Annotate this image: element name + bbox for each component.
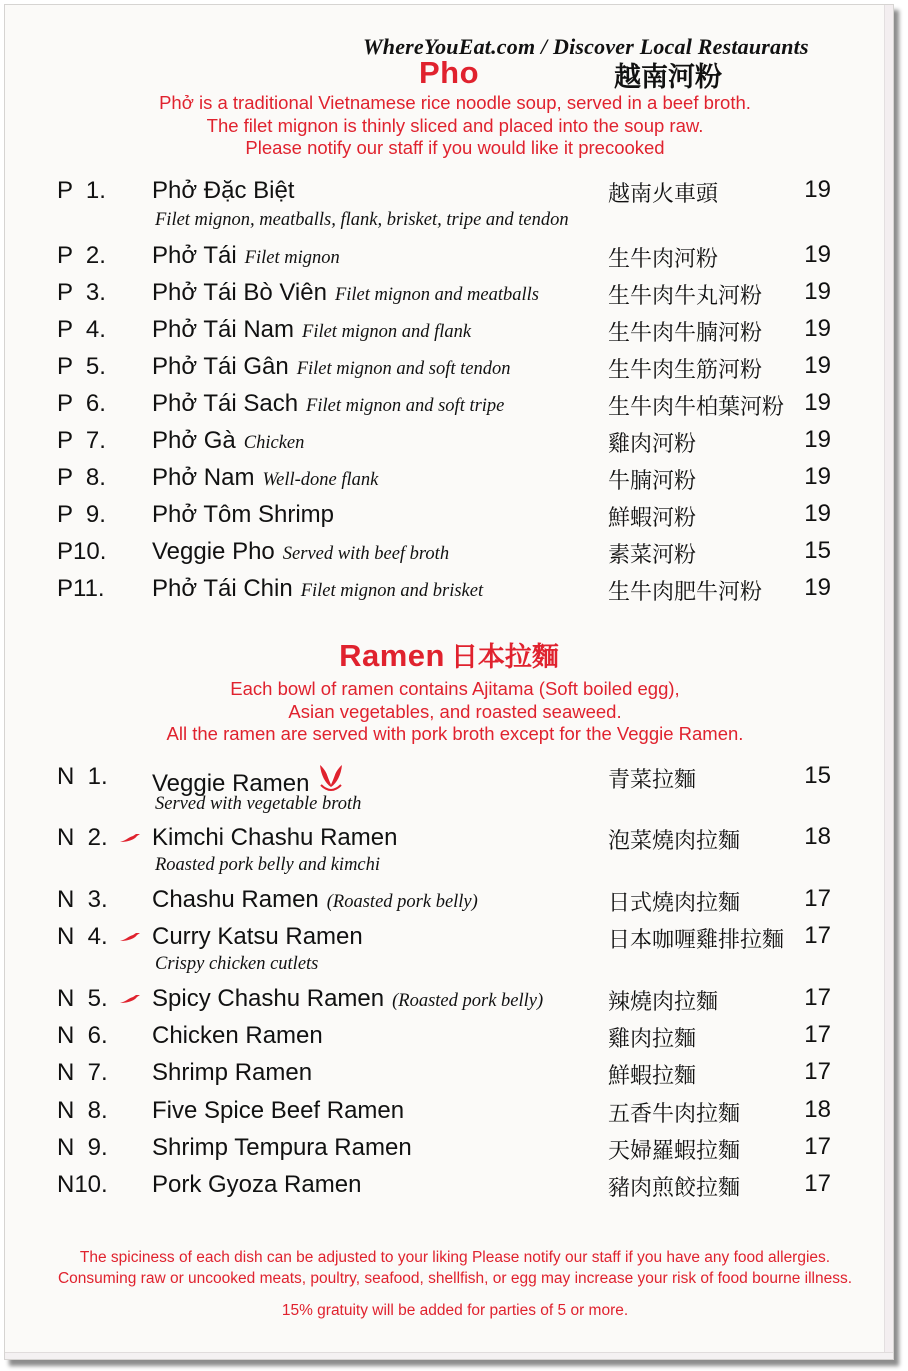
item-name-text: Pork Gyoza Ramen (152, 1171, 362, 1198)
item-price: 19 (804, 315, 831, 342)
item-price: 19 (804, 278, 831, 305)
item-price: 17 (804, 1021, 831, 1048)
item-chinese-name: 生牛肉牛腩河粉 (608, 320, 763, 345)
item-description: (Roasted pork belly) (392, 991, 544, 1011)
menu-item (5, 538, 893, 570)
menu-item (5, 1059, 893, 1091)
pho-notes (5, 92, 905, 160)
item-name-text: Five Spice Beef Ramen (152, 1097, 405, 1124)
item-code: N10. (57, 1171, 108, 1198)
item-name (152, 886, 478, 914)
item-price: 17 (804, 1133, 831, 1160)
item-price: 15 (804, 537, 831, 564)
item-description: Roasted pork belly and kimchi (155, 855, 381, 875)
item-name-text: Chashu Ramen (152, 886, 319, 913)
item-description: Served with beef broth (282, 544, 450, 564)
item-price: 18 (804, 823, 831, 850)
item-chinese-name: 鮮蝦拉麵 (608, 1063, 697, 1088)
pho-title-en: Pho (418, 55, 480, 90)
item-chinese-name: 日本咖喱雞排拉麵 (608, 927, 785, 952)
item-name-text: Shrimp Tempura Ramen (152, 1134, 412, 1161)
item-chinese-name: 越南火車頭 (608, 181, 719, 206)
item-code: N 4. (57, 923, 108, 950)
item-chinese-name: 五香牛肉拉麵 (608, 1101, 741, 1126)
item-chinese-name: 牛腩河粉 (608, 468, 697, 493)
item-code: P 5. (57, 353, 106, 380)
item-price: 19 (804, 241, 831, 268)
item-price: 17 (804, 984, 831, 1011)
menu-item (5, 501, 893, 533)
item-description: Crispy chicken cutlets (155, 954, 319, 974)
item-name (152, 1171, 361, 1199)
menu-page (4, 4, 894, 1360)
footer-disclaimer (5, 1247, 905, 1289)
item-name (152, 1059, 312, 1087)
item-name-text: Spicy Chashu Ramen (152, 985, 385, 1012)
item-price: 19 (804, 463, 831, 490)
vegetarian-icon (317, 763, 345, 795)
item-price: 17 (804, 885, 831, 912)
menu-item (5, 390, 893, 422)
item-name (152, 985, 543, 1013)
item-description: Served with vegetable broth (155, 794, 362, 814)
item-code: P11. (57, 575, 105, 602)
item-description: Filet mignon (244, 248, 340, 268)
item-name (152, 538, 449, 566)
item-price: 19 (804, 500, 831, 527)
item-price: 19 (804, 574, 831, 601)
item-name (152, 763, 345, 798)
item-description: Well-done flank (262, 470, 379, 490)
menu-item (5, 1097, 893, 1129)
item-name-text: Phở Tái Sach (152, 390, 299, 417)
item-chinese-name: 豬肉煎餃拉麵 (608, 1175, 741, 1200)
item-price: 19 (804, 352, 831, 379)
item-name-text: Curry Katsu Ramen (152, 923, 363, 950)
item-name (152, 279, 539, 307)
item-chinese-name: 雞肉拉麵 (608, 1026, 697, 1051)
item-chinese-name: 天婦羅蝦拉麵 (608, 1138, 741, 1163)
menu-item (5, 922, 893, 974)
menu-item (5, 176, 893, 230)
item-name (152, 177, 294, 205)
item-price: 19 (804, 176, 831, 203)
ramen-notes (5, 678, 905, 746)
item-chinese-name: 生牛肉生筋河粉 (608, 357, 763, 382)
item-name (152, 464, 378, 492)
item-code: N 9. (57, 1134, 108, 1161)
item-description: Filet mignon and flank (302, 322, 472, 342)
item-chinese-name: 日式燒肉拉麵 (608, 890, 741, 915)
item-code: P 6. (57, 390, 106, 417)
ramen-title-en: Ramen (339, 638, 445, 673)
page-edge (5, 1352, 893, 1359)
spicy-pepper-icon (119, 932, 141, 942)
menu-item (5, 353, 893, 385)
item-name-text: Veggie Ramen (152, 770, 310, 797)
item-chinese-name: 辣燒肉拉麵 (608, 989, 719, 1014)
item-chinese-name: 素菜河粉 (608, 542, 697, 567)
menu-item (5, 427, 893, 459)
item-code: N 1. (57, 763, 108, 790)
item-name (152, 427, 304, 455)
item-description: Filet mignon, meatballs, flank, brisket, tripe and tendon (155, 210, 569, 230)
item-name-text: Kimchi Chashu Ramen (152, 824, 398, 851)
site-watermark: WhereYouEat.com / Discover Local Restaurants (363, 34, 809, 59)
item-name (152, 923, 363, 951)
item-code: P 3. (57, 279, 106, 306)
item-code: N 7. (57, 1059, 108, 1086)
item-name-text: Phở Gà (152, 427, 236, 454)
item-chinese-name: 鮮蝦河粉 (608, 505, 697, 530)
item-price: 19 (804, 389, 831, 416)
item-chinese-name: 生牛肉肥牛河粉 (608, 579, 763, 604)
item-code: P 2. (57, 242, 106, 269)
item-description: Chicken (243, 433, 305, 453)
item-code: P 9. (57, 501, 106, 528)
item-price: 17 (804, 922, 831, 949)
spicy-pepper-icon (119, 994, 141, 1004)
item-price: 17 (804, 1058, 831, 1085)
menu-item (5, 1134, 893, 1166)
menu-item (5, 279, 893, 311)
item-description: (Roasted pork belly) (326, 892, 478, 912)
pho-section-title (5, 55, 893, 91)
item-name (152, 501, 334, 529)
menu-item (5, 242, 893, 274)
item-description: Filet mignon and brisket (300, 581, 484, 601)
item-price: 19 (804, 426, 831, 453)
item-code: N 3. (57, 886, 108, 913)
item-code: P 1. (57, 177, 106, 204)
ramen-title-zh: 日本拉麵 (450, 642, 559, 672)
item-code: P 8. (57, 464, 106, 491)
item-name-text: Phở Tôm Shrimp (152, 501, 335, 528)
item-name (152, 1134, 412, 1162)
item-description: Filet mignon and meatballs (334, 285, 539, 305)
pho-note: The filet mignon is thinly sliced and placed into the soup raw. (206, 114, 704, 136)
item-name-text: Phở Tái Bò Viên (152, 279, 327, 306)
menu-item (5, 886, 893, 918)
menu-item (5, 985, 893, 1017)
item-name (152, 316, 471, 344)
item-code: P10. (57, 538, 107, 565)
item-chinese-name: 生牛肉河粉 (608, 246, 719, 271)
item-chinese-name: 生牛肉牛丸河粉 (608, 283, 763, 308)
item-name (152, 575, 483, 603)
item-name (152, 353, 510, 381)
ramen-note: All the ramen are served with pork broth except for the Veggie Ramen. (166, 723, 744, 744)
menu-item (5, 1171, 893, 1203)
item-name (152, 242, 340, 270)
ramen-note: Asian vegetables, and roasted seaweed. (288, 700, 622, 722)
item-name-text: Phở Tái Nam (152, 316, 295, 343)
pho-note: Please notify our staff if you would like it precooked (245, 137, 665, 158)
menu-item (5, 762, 893, 814)
item-code: N 5. (57, 985, 108, 1012)
item-chinese-name: 雞肉河粉 (608, 431, 697, 456)
item-code: P 4. (57, 316, 106, 343)
item-chinese-name: 泡菜燒肉拉麵 (608, 828, 741, 853)
item-chinese-name: 青菜拉麵 (608, 767, 697, 792)
item-chinese-name: 生牛肉牛柏葉河粉 (608, 394, 785, 419)
ramen-section-title (5, 635, 893, 674)
item-code: N 8. (57, 1097, 108, 1124)
item-name (152, 390, 504, 418)
menu-item (5, 1022, 893, 1054)
item-price: 15 (804, 762, 831, 789)
item-price: 17 (804, 1170, 831, 1197)
menu-item (5, 316, 893, 348)
item-name-text: Phở Tái (152, 242, 237, 269)
item-code: N 2. (57, 824, 108, 851)
item-name-text: Phở Đặc Biệt (152, 177, 295, 204)
item-price: 18 (804, 1096, 831, 1123)
item-code: P 7. (57, 427, 106, 454)
menu-item (5, 823, 893, 875)
ramen-note: Each bowl of ramen contains Ajitama (Soft boiled egg), (230, 678, 680, 699)
item-name (152, 1022, 323, 1050)
menu-item (5, 464, 893, 496)
item-description: Filet mignon and soft tendon (296, 359, 511, 379)
item-description: Filet mignon and soft tripe (306, 396, 505, 416)
menu-item (5, 575, 893, 607)
item-name-text: Phở Nam (152, 464, 255, 491)
gratuity-note: 15% gratuity will be added for parties of 5 or more. (281, 1302, 629, 1319)
pho-note: Phở is a traditional Vietnamese rice noodle soup, served in a beef broth. (159, 92, 751, 113)
pho-title-zh: 越南河粉 (614, 62, 722, 92)
disclaimer-line: The spiciness of each dish can be adjusted to your liking Please notify our staff if you have any food allergies. (79, 1249, 831, 1266)
spicy-pepper-icon (119, 833, 141, 843)
item-name (152, 824, 397, 852)
item-code: N 6. (57, 1022, 108, 1049)
item-name (152, 1097, 404, 1125)
item-name-text: Shrimp Ramen (152, 1059, 313, 1086)
item-name-text: Phở Tái Chin (152, 575, 293, 602)
item-name-text: Phở Tái Gân (152, 353, 289, 380)
item-name-text: Chicken Ramen (152, 1022, 323, 1049)
disclaimer-line: Consuming raw or uncooked meats, poultry, seafood, shellfish, or egg may increase your risk of food bourne illness. (57, 1270, 853, 1287)
item-name-text: Veggie Pho (152, 538, 275, 565)
